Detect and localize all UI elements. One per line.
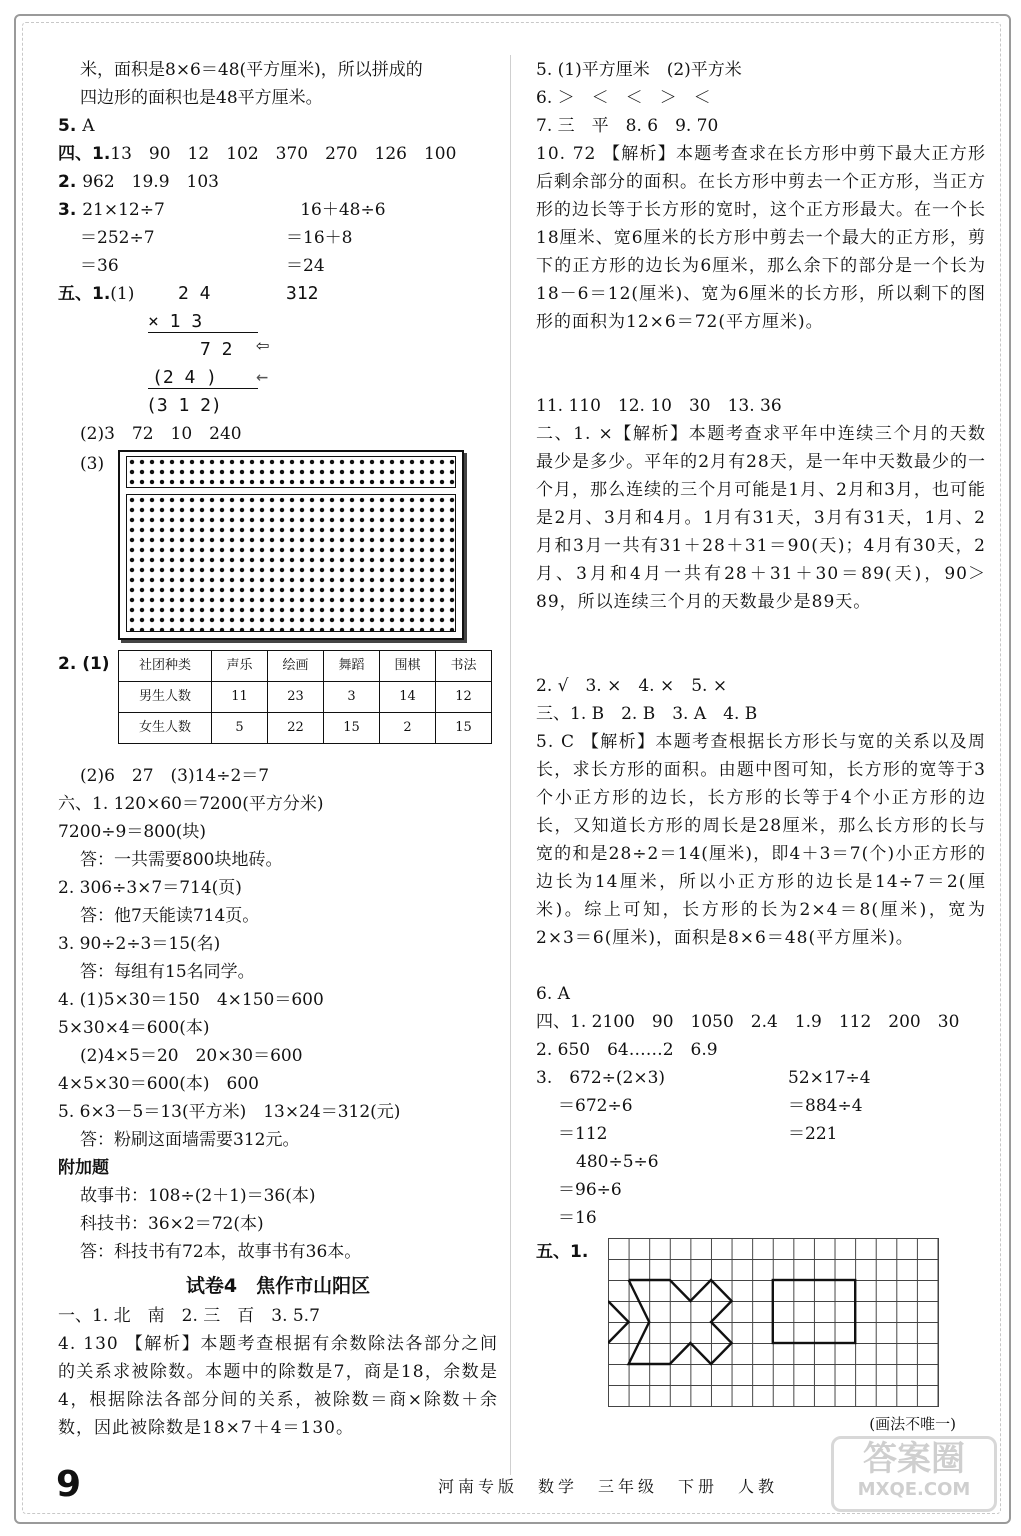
answer-line <box>58 252 498 280</box>
explanation-paragraph: 10. 72 【解析】本题考查求在长方形中剪下最大正方形后剩余部分的面积。在长方形中剪去一个正方形，当正方形的边长等于长方形的宽时，这个正方形最大。在一个长18厘米、宽6厘米的长方形中剪去一个最大的正方形，剪下的正方形的边长为6厘米，那么余下的部分是一个长为18－6＝12(厘米)、宽为6厘米的长方形，所以剩下的图形的面积为12×6＝72(平方厘米)。 <box>536 144 986 332</box>
page-footer <box>0 1439 1021 1510</box>
calc-step: ＝16＋8 <box>286 228 353 248</box>
answer-line: 答：科技书有72本，故事书有36本。 <box>80 1242 362 1262</box>
explanation-paragraph: 二、1. ×【解析】本题考查求平年中连续三个月的天数最少是多少。平年的2月有28天，是一年中天数最少的一个月，那么连续的三个月可能是1月、2月和3月，也可能是2月、3月和4月。1月有31天，3月有31天，1月、2月和3月一共有31＋28＋31＝90(天)；4月有30天，2月、3月和4月一共有28＋31＋30＝89(天)，90＞89，所以连续三个月的天数最少是89天。 <box>536 424 986 612</box>
answer-line: 科技书：36×2＝72(本) <box>80 1214 264 1234</box>
vm-row: (2 4 ) <box>152 367 218 388</box>
answer-line: 6. A <box>536 984 570 1004</box>
answer-value: 13 90 12 102 370 270 126 100 <box>110 144 457 164</box>
table-cell: 3 <box>324 682 380 713</box>
page-number: 9 <box>56 1464 82 1505</box>
answer-line: 2. 650 64……2 6.9 <box>536 1040 718 1060</box>
vm-rule <box>148 388 258 389</box>
calc-step: ＝16 <box>558 1208 597 1228</box>
answer-line <box>58 224 498 252</box>
answer-line: 一、1. 北 南 2. 三 百 3. 5.7 <box>58 1306 320 1326</box>
table-cell: 23 <box>268 682 324 713</box>
calc-step: 3. 672÷(2×3) <box>536 1068 666 1088</box>
vertical-multiplication <box>138 280 338 392</box>
table-cell: 书法 <box>436 651 492 682</box>
vm-row: (3 1 2) <box>146 395 222 416</box>
calc-step: ＝36 <box>80 256 119 276</box>
arrow-shape <box>608 1301 629 1343</box>
vm-side-value: 312 <box>286 283 319 304</box>
answer-line: 4×5×30＝600(本) 600 <box>58 1074 259 1094</box>
vm-row: 7 2 <box>200 339 233 360</box>
table-cell: 12 <box>436 682 492 713</box>
arrow-left-icon: ← <box>256 364 269 388</box>
answer-line <box>536 1064 986 1092</box>
extra-title: 附加题 <box>58 1158 109 1178</box>
paper-title: 试卷4 焦作市山阳区 <box>185 1275 371 1297</box>
dot-grid-answer <box>58 450 498 646</box>
explanation-paragraph: 4. 130 【解析】本题考查根据有余数除法各部分之间的关系求被除数。本题中的除数是7，商是18，余数是4，根据除法各部分间的关系，被除数＝商×除数＋余数，因此被除数是18×7＋4＝130。 <box>58 1334 498 1438</box>
dot-grid-main <box>126 494 456 632</box>
answer-line: 3. 90÷2÷3＝15(名) <box>58 934 221 954</box>
answer-line: 7200÷9＝800(块) <box>58 822 207 842</box>
calc-step: 21×12÷7 <box>82 200 165 220</box>
square-grid <box>608 1238 939 1407</box>
calc-step: ＝252÷7 <box>80 228 155 248</box>
answer-line: 5. A <box>58 116 95 136</box>
text-line: 四边形的面积也是48平方厘米。 <box>80 88 323 108</box>
answer-line: 答：粉刷这面墙需要312元。 <box>80 1130 300 1150</box>
answer-line: 六、1. 120×60＝7200(平方分米) <box>58 794 324 814</box>
calc-step: ＝884÷4 <box>788 1096 863 1116</box>
answer-line: 6. ＞ ＜ ＜ ＞ ＜ <box>536 88 711 108</box>
calc-step: 480÷5÷6 <box>576 1152 659 1172</box>
calc-step: ＝96÷6 <box>558 1180 622 1200</box>
vm-rule <box>148 332 258 333</box>
table-cell: 15 <box>436 713 492 744</box>
answer-line: 答：每组有15名同学。 <box>80 962 255 982</box>
left-column <box>58 56 498 1470</box>
club-table <box>118 650 492 744</box>
star-shape <box>629 1280 732 1364</box>
extra-answers <box>58 1182 498 1266</box>
footer-text: 河南专版 数学 三年级 下册 人教 <box>438 1477 779 1496</box>
table-cell: 声乐 <box>212 651 268 682</box>
answer-label: 五、1. <box>536 1242 589 1262</box>
table-cell: 舞蹈 <box>324 651 380 682</box>
answer-label: 2. (1) <box>58 654 110 674</box>
watermark-logo: 答案圈 MXQE.COM <box>831 1436 997 1512</box>
answer-value: A <box>82 116 95 136</box>
table-cell: 11 <box>212 682 268 713</box>
table-cell: 男生人数 <box>119 682 212 713</box>
answer-line: 2. 962 19.9 103 <box>58 172 219 192</box>
table-cell: 女生人数 <box>119 713 212 744</box>
grid-drawing-answer <box>536 1238 986 1434</box>
table-cell: 围棋 <box>380 651 436 682</box>
answer-line: 11. 110 12. 10 30 13. 36 <box>536 396 782 416</box>
table-cell: 绘画 <box>268 651 324 682</box>
answer-line: 5×30×4＝600(本) <box>58 1018 210 1038</box>
table-cell: 22 <box>268 713 324 744</box>
table-row <box>119 713 492 744</box>
dot-grid-top-row <box>126 456 456 488</box>
grid-shapes <box>608 1238 938 1406</box>
answer-line: 三、1. B 2. B 3. A 4. B <box>536 704 758 724</box>
answer-line: 7. 三 平 8. 6 9. 70 <box>536 116 719 136</box>
calc-step: 52×17÷4 <box>788 1068 871 1088</box>
answer-line: (2)6 27 (3)14÷2＝7 <box>80 766 270 786</box>
calc-step: ＝112 <box>558 1124 608 1144</box>
drawing-note: (画法不唯一) <box>869 1415 956 1433</box>
answer-line: 5. (1)平方厘米 (2)平方米 <box>536 60 742 80</box>
vm-row: 2 4 <box>178 283 211 304</box>
table-cell: 5 <box>212 713 268 744</box>
table-row <box>119 682 492 713</box>
section-label: 五、1. <box>58 284 111 304</box>
answer-label: (3) <box>80 454 105 474</box>
answer-line: 答：一共需要800块地砖。 <box>80 850 283 870</box>
vm-row: × 1 3 <box>148 311 203 332</box>
club-table-answer <box>58 650 498 762</box>
answer-line: 答：他7天能读714页。 <box>80 906 260 926</box>
table-row <box>119 651 492 682</box>
table-cell: 14 <box>380 682 436 713</box>
answer-line: 2. √ 3. × 4. × 5. × <box>536 676 728 696</box>
column-divider <box>510 55 511 1475</box>
section-label: 四、1. <box>58 144 111 164</box>
answer-line: 3. 21×12÷7 16＋48÷6 <box>58 196 498 224</box>
table-cell: 社团种类 <box>119 651 212 682</box>
table-cell: 15 <box>324 713 380 744</box>
dot-grid-figure <box>118 450 464 640</box>
answer-line: 2. 306÷3×7＝714(页) <box>58 878 242 898</box>
text-line: 米，面积是8×6＝48(平方厘米)，所以拼成的 <box>80 60 423 80</box>
calc-step: ＝672÷6 <box>558 1096 633 1116</box>
answer-line <box>58 140 498 168</box>
calc-step: 16＋48÷6 <box>300 200 386 220</box>
answer-line <box>536 1120 986 1148</box>
rectangle-shape <box>773 1280 855 1343</box>
table-cell: 2 <box>380 713 436 744</box>
answer-value: 962 19.9 103 <box>82 172 219 192</box>
answer-value: (1) <box>110 284 135 304</box>
answer-line <box>536 1092 986 1120</box>
answer-line: 故事书：108÷(2＋1)＝36(本) <box>80 1186 316 1206</box>
answer-line: 4. (1)5×30＝150 4×150＝600 <box>58 990 324 1010</box>
grid-figure <box>608 1238 939 1407</box>
answer-line: (2)4×5＝20 20×30＝600 <box>80 1046 303 1066</box>
answer-line: (2)3 72 10 240 <box>80 424 242 444</box>
answer-line: 5. 6×3－5＝13(平方米) 13×24＝312(元) <box>58 1102 401 1122</box>
right-column <box>536 56 986 1434</box>
explanation-paragraph: 5. C 【解析】本题考查根据长方形长与宽的关系以及周长，求长方形的面积。由题中图可知，长方形的宽等于3个小正方形的边长，长方形的长等于4个小正方形的边长，又知道长方形的周长是28厘米，那么长方形的长与宽的和是28÷2＝14(厘米)，即4＋3＝7(个)小正方形的边长为14厘米，所以小正方形的边长是14÷7＝2(厘米)。综上可知，长方形的长为2×4＝8(厘米)，宽为2×3＝6(厘米)，面积是8×6＝48(平方厘米)。 <box>536 732 986 948</box>
section-six <box>58 790 498 1154</box>
answer-line: 四、1. 2100 90 1050 2.4 1.9 112 200 30 <box>536 1012 960 1032</box>
calc-step: ＝24 <box>286 256 325 276</box>
calc-step: ＝221 <box>788 1124 838 1144</box>
arrow-left-icon: ⇦ <box>256 333 270 358</box>
